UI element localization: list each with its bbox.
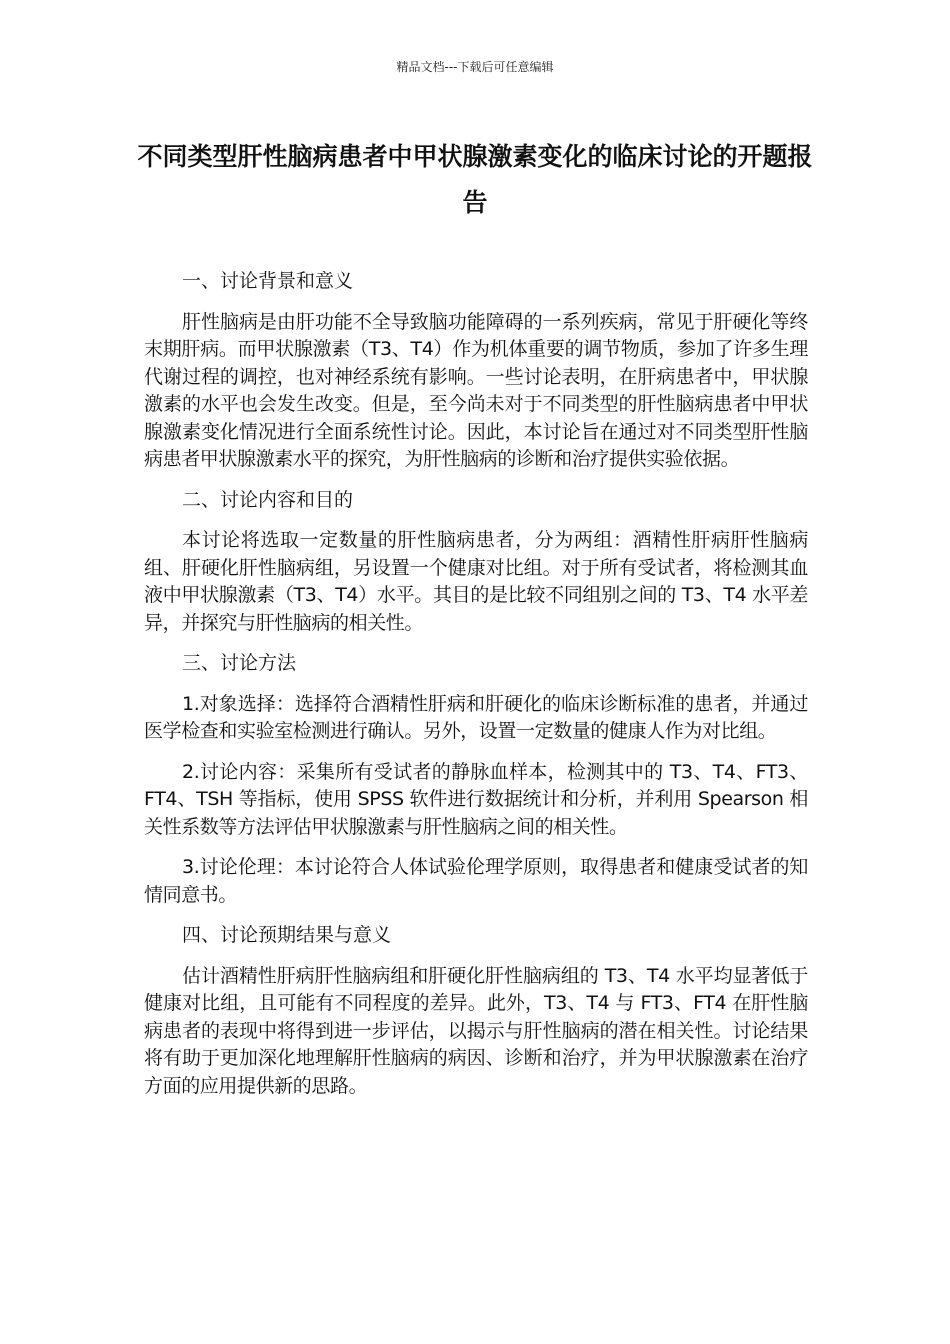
section-heading-background: 一、讨论背景和意义	[182, 270, 354, 292]
document-body	[144, 268, 808, 1113]
header-note: 精品文档---下载后可任意编辑	[396, 60, 554, 74]
paragraph-background: 肝性脑病是由肝功能不全导致脑功能障碍的一系列疾病，常见于肝硬化等终末期肝病。而甲状腺激素（T3、T4）作为机体重要的调节物质，参加了许多生理代谢过程的调控，也对神经系统有影响。一些讨论表明，在肝病患者中，甲状腺激素的水平也会发生改变。但是，至今尚未对于不同类型的肝性脑病患者中甲状腺激素变化情况进行全面系统性讨论。因此，本讨论旨在通过对不同类型肝性脑病患者甲状腺激素水平的探究，为肝性脑病的诊断和治疗提供实验依据。	[144, 310, 808, 470]
document-title: 不同类型肝性脑病患者中甲状腺激素变化的临床讨论的开题报告	[137, 142, 813, 217]
paragraph-expected-results: 估计酒精性肝病肝性脑病组和肝硬化肝性脑病组的 T3、T4 水平均显著低于健康对比组，且可能有不同程度的差异。此外，T3、T4 与 FT3、FT4 在肝性脑病患者的表现中将得到进一步评估，以揭示与肝性脑病的潜在相关性。讨论结果将有助于更加深化地理解肝性脑病的病因、诊断和治疗，并为甲状腺激素在治疗方面的应用提供新的思路。	[144, 964, 808, 1097]
section-heading-content-purpose: 二、讨论内容和目的	[182, 488, 354, 511]
paragraph-method-ethics: 3.讨论伦理：本讨论符合人体试验伦理学原则，取得患者和健康受试者的知情同意书。	[144, 856, 808, 906]
paragraph-method-subjects: 1.对象选择：选择符合酒精性肝病和肝硬化的临床诊断标准的患者，并通过医学检查和实验室检测进行确认。另外，设置一定数量的健康人作为对比组。	[144, 692, 808, 742]
section-heading-methods: 三、讨论方法	[182, 652, 297, 674]
section-heading-expected-results: 四、讨论预期结果与意义	[182, 924, 392, 946]
paragraph-content-purpose: 本讨论将选取一定数量的肝性脑病患者，分为两组：酒精性肝病肝性脑病组、肝硬化肝性脑病组，另设置一个健康对比组。对于所有受试者，将检测其血液中甲状腺激素（T3、T4）水平。其目的是比较不同组别之间的 T3、T4 水平差异，并探究与肝性脑病的相关性。	[144, 529, 808, 634]
paragraph-method-content: 2.讨论内容：采集所有受试者的静脉血样本，检测其中的 T3、T4、FT3、FT4、TSH 等指标，使用 SPSS 软件进行数据统计和分析，并利用 Spearson 相关性系数等方法评估甲状腺激素与肝性脑病之间的相关性。	[144, 760, 808, 838]
